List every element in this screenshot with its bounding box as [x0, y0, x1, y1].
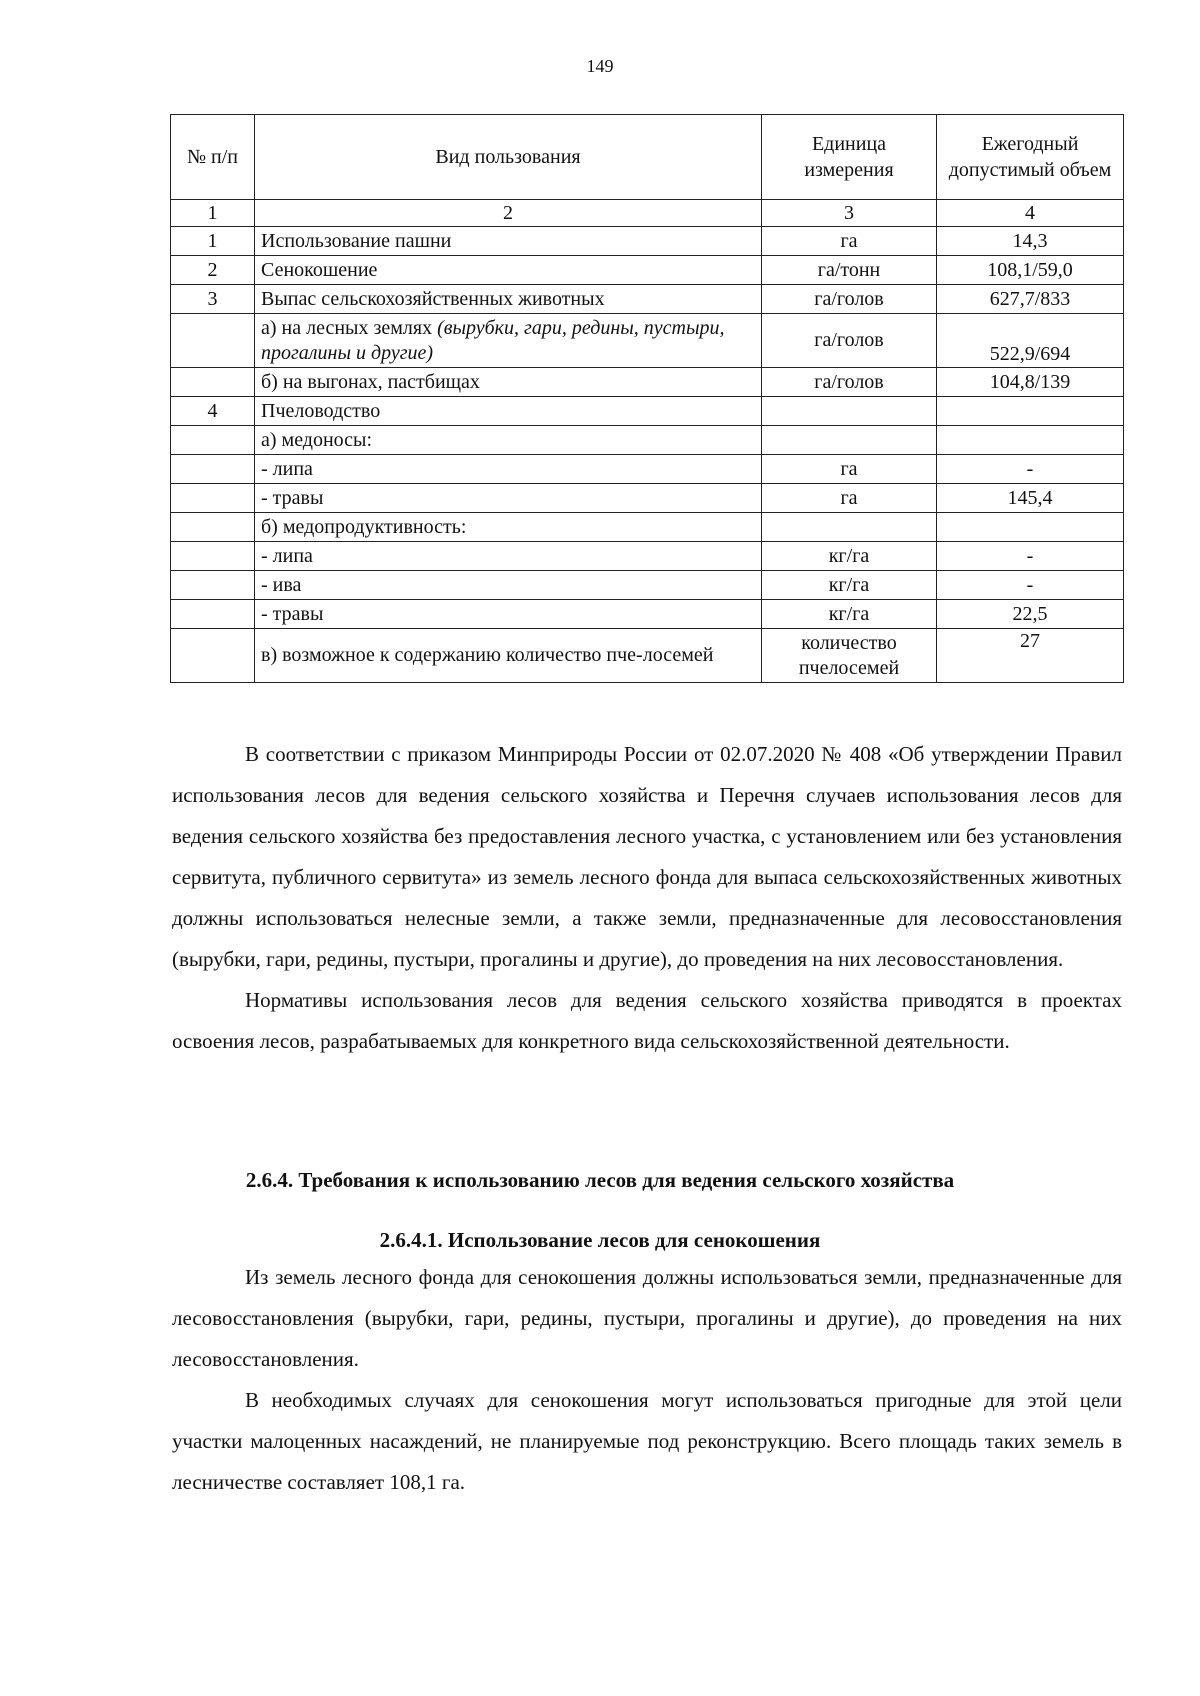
body-text-section-1 — [172, 734, 1122, 1062]
row-volume — [937, 513, 1124, 542]
row-unit: га — [762, 484, 937, 513]
table-row — [171, 542, 1124, 571]
row-unit: кг/га — [762, 571, 937, 600]
row-type: Сенокошение — [255, 256, 762, 285]
table-row — [171, 314, 1124, 368]
section-heading-2-6-4: 2.6.4. Требования к использованию лесов для ведения сельского хозяйства — [245, 1168, 955, 1192]
row-unit: кг/га — [762, 542, 937, 571]
row-unit: га/тонн — [762, 256, 937, 285]
row-num: 2 — [171, 256, 255, 285]
row-unit — [762, 397, 937, 426]
row-type: а) медоносы: — [255, 426, 762, 455]
row-unit: га/голов — [762, 314, 937, 368]
row-type — [255, 314, 762, 368]
row-volume: 14,3 — [937, 227, 1124, 256]
row-type-text: а) на лесных землях — [261, 316, 438, 339]
paragraph: Из земель лесного фонда для сенокошения должны использоваться земли, предназначенные для лесовосстановления (вырубки, гари, редины, пустыри, прогалины и другие), до проведения на них лесовосстановления. — [172, 1265, 1122, 1371]
row-unit: га — [762, 227, 937, 256]
row-unit: га/голов — [762, 285, 937, 314]
column-number: 3 — [762, 200, 937, 227]
header-unit: Единица измерения — [762, 115, 937, 200]
row-num — [171, 426, 255, 455]
row-unit — [762, 426, 937, 455]
row-type: - травы — [255, 484, 762, 513]
table-row — [171, 426, 1124, 455]
row-volume — [937, 397, 1124, 426]
table-row — [171, 571, 1124, 600]
paragraph: В соответствии с приказом Минприроды России от 02.07.2020 № 408 «Об утверждении Правил использования лесов для ведения сельского хозяйства и Перечня случаев использования лесов для ведения сельского хозяйства без предоставления лесного участка, с установлением или без установления сервитута, публичного сервитута» из земель лесного фонда для выпаса сельскохозяйственных животных должны использоваться нелесные земли, а также земли, предназначенные для лесовосстановления (вырубки, гари, редины, пустыри, прогалины и другие), до проведения на них лесовосстановления. — [172, 742, 1122, 971]
row-type: - ива — [255, 571, 762, 600]
row-num — [171, 314, 255, 368]
row-volume: - — [937, 455, 1124, 484]
row-num — [171, 455, 255, 484]
row-type: Использование пашни — [255, 227, 762, 256]
row-volume: 522,9/694 — [937, 314, 1124, 368]
forest-usage-table — [170, 114, 1124, 683]
header-annual-volume: Ежегодный допустимый объем — [937, 115, 1124, 200]
row-num: 1 — [171, 227, 255, 256]
row-volume: 22,5 — [937, 600, 1124, 629]
header-usage-type: Вид пользования — [255, 115, 762, 200]
row-type: б) медопродуктивность: — [255, 513, 762, 542]
table-row — [171, 629, 1124, 683]
table-row — [171, 368, 1124, 397]
table-row — [171, 227, 1124, 256]
row-volume: 627,7/833 — [937, 285, 1124, 314]
row-num — [171, 484, 255, 513]
table-row — [171, 256, 1124, 285]
row-volume: 104,8/139 — [937, 368, 1124, 397]
row-volume: - — [937, 571, 1124, 600]
row-unit: количество пчелосемей — [762, 629, 937, 683]
column-number-row — [171, 200, 1124, 227]
column-number: 1 — [171, 200, 255, 227]
row-type: в) возможное к содержанию количество пче-лосемей — [255, 629, 762, 683]
table-header-row — [171, 115, 1124, 200]
table-row — [171, 455, 1124, 484]
row-unit — [762, 513, 937, 542]
row-volume — [937, 426, 1124, 455]
row-num — [171, 571, 255, 600]
row-type-note: (вырубки, гари, редины, пустыри, прогалины и другие) — [261, 316, 725, 364]
row-type: - липа — [255, 455, 762, 484]
row-type: б) на выгонах, пастбищах — [255, 368, 762, 397]
paragraph: В необходимых случаях для сенокошения могут использоваться пригодные для этой цели участки малоценных насаждений, не планируемые под реконструкцию. Всего площадь таких земель в лесничестве составляет 108,1 га. — [172, 1388, 1122, 1494]
row-type: Выпас сельскохозяйственных животных — [255, 285, 762, 314]
row-num — [171, 542, 255, 571]
row-num — [171, 629, 255, 683]
row-type: - липа — [255, 542, 762, 571]
table-row — [171, 484, 1124, 513]
row-volume: 27 — [937, 629, 1124, 683]
header-num: № п/п — [171, 115, 255, 200]
row-volume: 145,4 — [937, 484, 1124, 513]
body-text-section-2 — [172, 1257, 1122, 1503]
row-unit: га — [762, 455, 937, 484]
page-number: 149 — [586, 56, 614, 76]
row-num: 4 — [171, 397, 255, 426]
row-num — [171, 513, 255, 542]
row-num — [171, 368, 255, 397]
table-row — [171, 397, 1124, 426]
row-type: - травы — [255, 600, 762, 629]
row-unit: кг/га — [762, 600, 937, 629]
column-number: 4 — [937, 200, 1124, 227]
table-row — [171, 600, 1124, 629]
row-num — [171, 600, 255, 629]
row-unit: га/голов — [762, 368, 937, 397]
row-num: 3 — [171, 285, 255, 314]
paragraph: Нормативы использования лесов для ведения сельского хозяйства приводятся в проектах освоения лесов, разрабатываемых для конкретного вида сельскохозяйственной деятельности. — [172, 988, 1122, 1053]
row-type: Пчеловодство — [255, 397, 762, 426]
section-heading-2-6-4-1: 2.6.4.1. Использование лесов для сенокошения — [379, 1228, 821, 1252]
table-row — [171, 285, 1124, 314]
table-row — [171, 513, 1124, 542]
row-volume: 108,1/59,0 — [937, 256, 1124, 285]
column-number: 2 — [255, 200, 762, 227]
row-volume: - — [937, 542, 1124, 571]
